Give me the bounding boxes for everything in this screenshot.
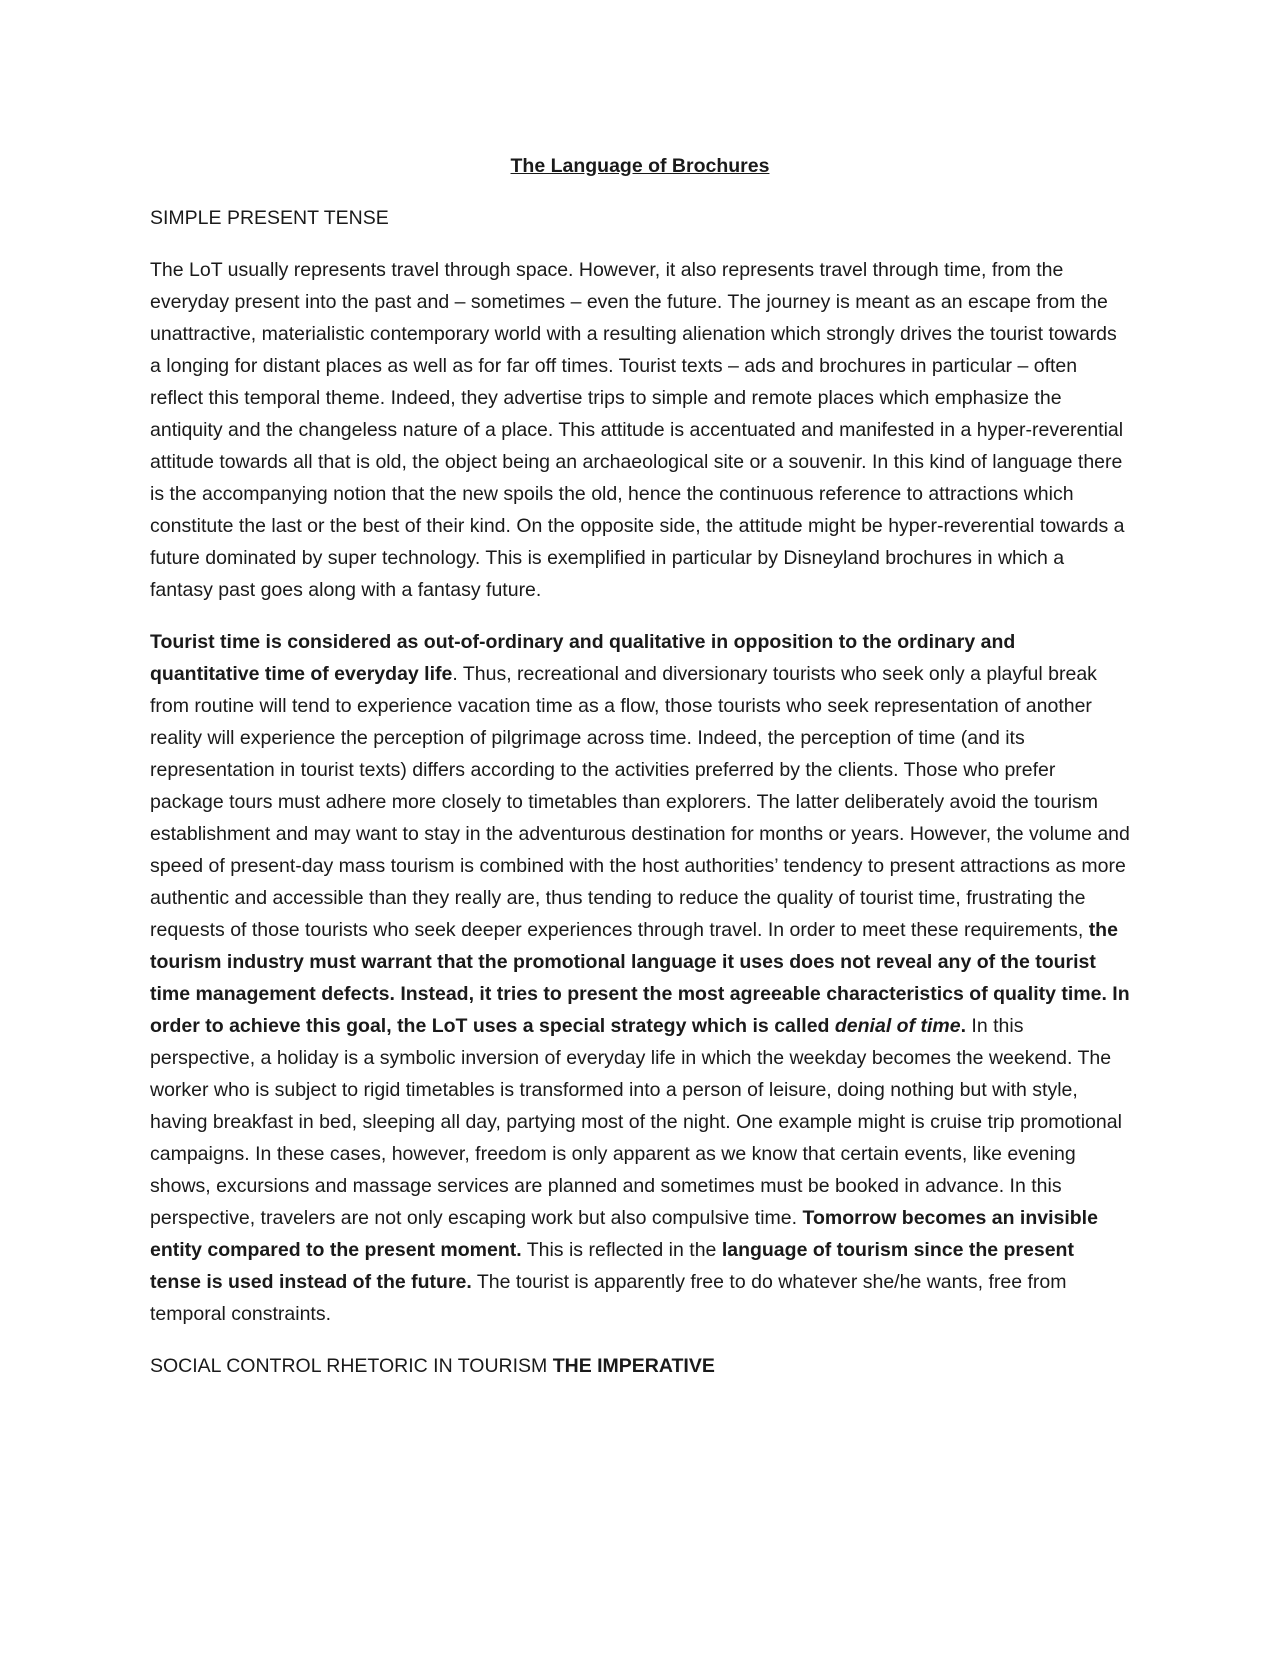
para2-bold-4: Tomorrow becomes an invisible entity compared to the present moment. [150, 1207, 1098, 1261]
para2-bold-2: the tourism industry must warrant that the promotional language it uses does not reveal any of the tourist time management defects. Instead, it tries to present the most agreeable characteristics of quality time. In order to achieve this goal, the LoT uses a special strategy which is called [150, 919, 1130, 1037]
paragraph-2 [150, 626, 1130, 1330]
section-heading-simple-present: SIMPLE PRESENT TENSE [150, 207, 389, 229]
para2-bold-5: language of tourism since the present tense is used instead of the future. [150, 1239, 1074, 1293]
section2-heading-bold: THE IMPERATIVE [552, 1355, 715, 1377]
section-heading-social-control [150, 1350, 1130, 1382]
para2-text-1: . Thus, recreational and diversionary tourists who seek only a playful break from routine will tend to experience vacation time as a flow, those tourists who seek representation of another reality will experience the perception of pilgrimage across time. Indeed, the perception of time (and its representation in tourist texts) differs according to the activities preferred by the clients. Those who prefer package tours must adhere more closely to timetables than explorers. The latter deliberately avoid the tourism establishment and may want to stay in the adventurous destination for months or years. However, the volume and speed of present-day mass tourism is combined with the host authorities’ tendency to present attractions as more authentic and accessible than they really are, thus tending to reduce the quality of tourist time, frustrating the requests of those tourists who seek deeper experiences through travel. In order to meet these requirements, [150, 663, 1130, 941]
para2-text-3: This is reflected in the [521, 1239, 722, 1261]
paragraph-1: The LoT usually represents travel through space. However, it also represents travel through time, from the everyday present into the past and – sometimes – even the future. The journey is meant as an escape from the unattractive, materialistic contemporary world with a resulting alienation which strongly drives the tourist towards a longing for distant places as well as for far off times. Tourist texts – ads and brochures in particular – often reflect this temporal theme. Indeed, they advertise trips to simple and remote places which emphasize the antiquity and the changeless nature of a place. This attitude is accentuated and manifested in a hyper-reverential attitude towards all that is old, the object being an archaeological site or a souvenir. In this kind of language there is the accompanying notion that the new spoils the old, hence the continuous reference to attractions which constitute the last or the best of their kind. On the opposite side, the attitude might be hyper-reverential towards a future dominated by super technology. This is exemplified in particular by Disneyland brochures in which a fantasy past goes along with a fantasy future. [150, 259, 1125, 601]
para2-bold-3: . [960, 1015, 966, 1037]
document-title: The Language of Brochures [510, 155, 770, 177]
para2-bold-1: Tourist time is considered as out-of-ordinary and qualitative in opposition to the ordinary and quantitative time of everyday life [150, 631, 1016, 685]
para2-text-2: In this perspective, a holiday is a symbolic inversion of everyday life in which the weekday becomes the weekend. The worker who is subject to rigid timetables is transformed into a person of leisure, doing nothing but with style, having breakfast in bed, sleeping all day, partying most of the night. One example might is cruise trip promotional campaigns. In these cases, however, freedom is only apparent as we know that certain events, like evening shows, excursions and massage services are planned and sometimes must be booked in advance. In this perspective, travelers are not only escaping work but also compulsive time. [150, 1015, 1122, 1229]
para2-bold-italic-denial-of-time: denial of time [834, 1015, 961, 1037]
section2-heading-normal: SOCIAL CONTROL RHETORIC IN TOURISM [150, 1355, 553, 1377]
para2-text-4: The tourist is apparently free to do whatever she/he wants, free from temporal constraints. [150, 1271, 1067, 1325]
document-body [150, 150, 1130, 1402]
